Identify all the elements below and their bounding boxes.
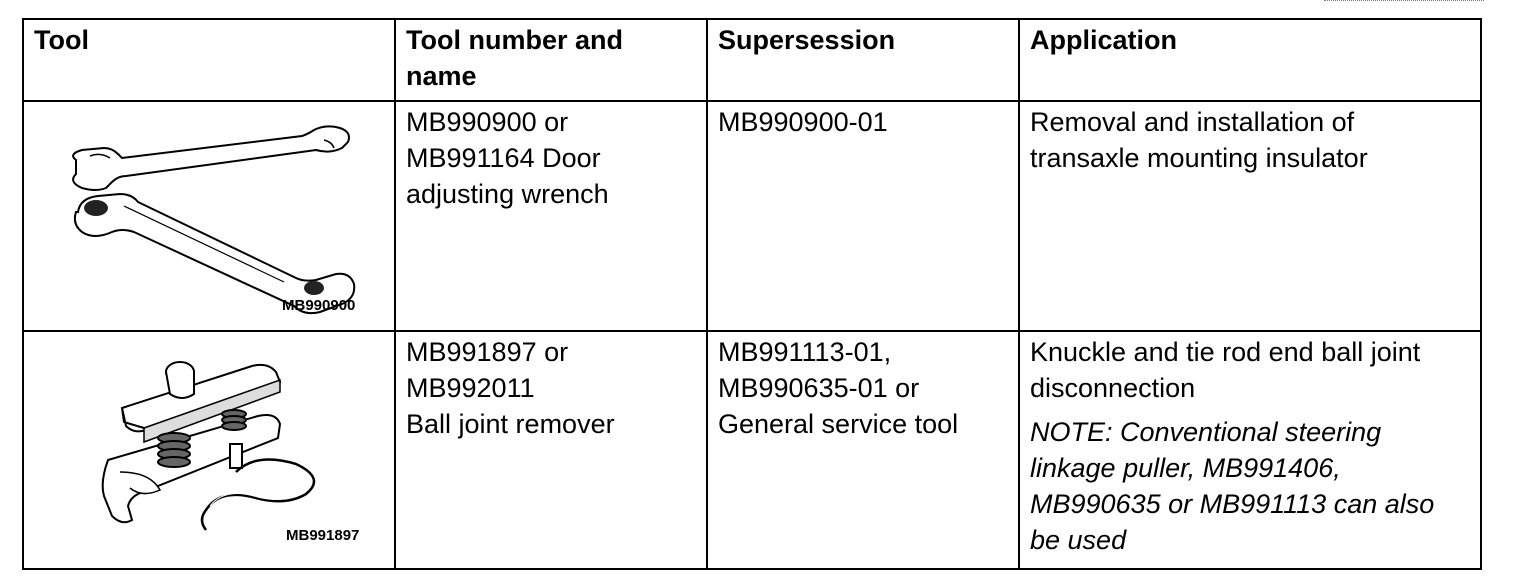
figure-label: MB990900 — [282, 297, 356, 314]
header-tool: Tool — [23, 19, 395, 101]
tool-image-cell — [23, 101, 395, 331]
application-note: NOTE: Conventional steering linkage puller, MB991406, MB990635 or MB991113 can also be used — [1030, 417, 1435, 555]
application-cell — [1019, 331, 1481, 569]
header-supersession: Supersession — [707, 19, 1019, 101]
figure-label: MB991897 — [286, 527, 360, 544]
text-line: MB991897 or — [406, 337, 569, 367]
tool-image-cell — [23, 331, 395, 569]
text-line: MB991113-01, — [718, 337, 892, 367]
application-cell: Removal and installation of transaxle mounting insulator — [1019, 101, 1481, 331]
supersession-cell: MB990900-01 — [707, 101, 1019, 331]
table-row — [23, 331, 1481, 569]
header-application: Application — [1019, 19, 1481, 101]
table-header-row — [23, 19, 1481, 101]
special-tools-table — [22, 18, 1482, 570]
tool-number-and-name-cell — [395, 331, 707, 569]
text-line: Ball joint remover — [406, 409, 615, 439]
text-line: MB992011 — [406, 373, 535, 403]
table-row — [23, 101, 1481, 331]
corner-reference-mark — [1324, 0, 1484, 4]
supersession-cell — [707, 331, 1019, 569]
application-text: Knuckle and tie rod end ball joint disconnection — [1030, 337, 1421, 403]
text-line: MB990635-01 or — [718, 373, 920, 403]
text-line: General service tool — [718, 409, 959, 439]
tool-number-and-name-cell: MB990900 or MB991164 Door adjusting wrench — [395, 101, 707, 331]
header-tool-number-and-name: Tool number and name — [395, 19, 707, 101]
